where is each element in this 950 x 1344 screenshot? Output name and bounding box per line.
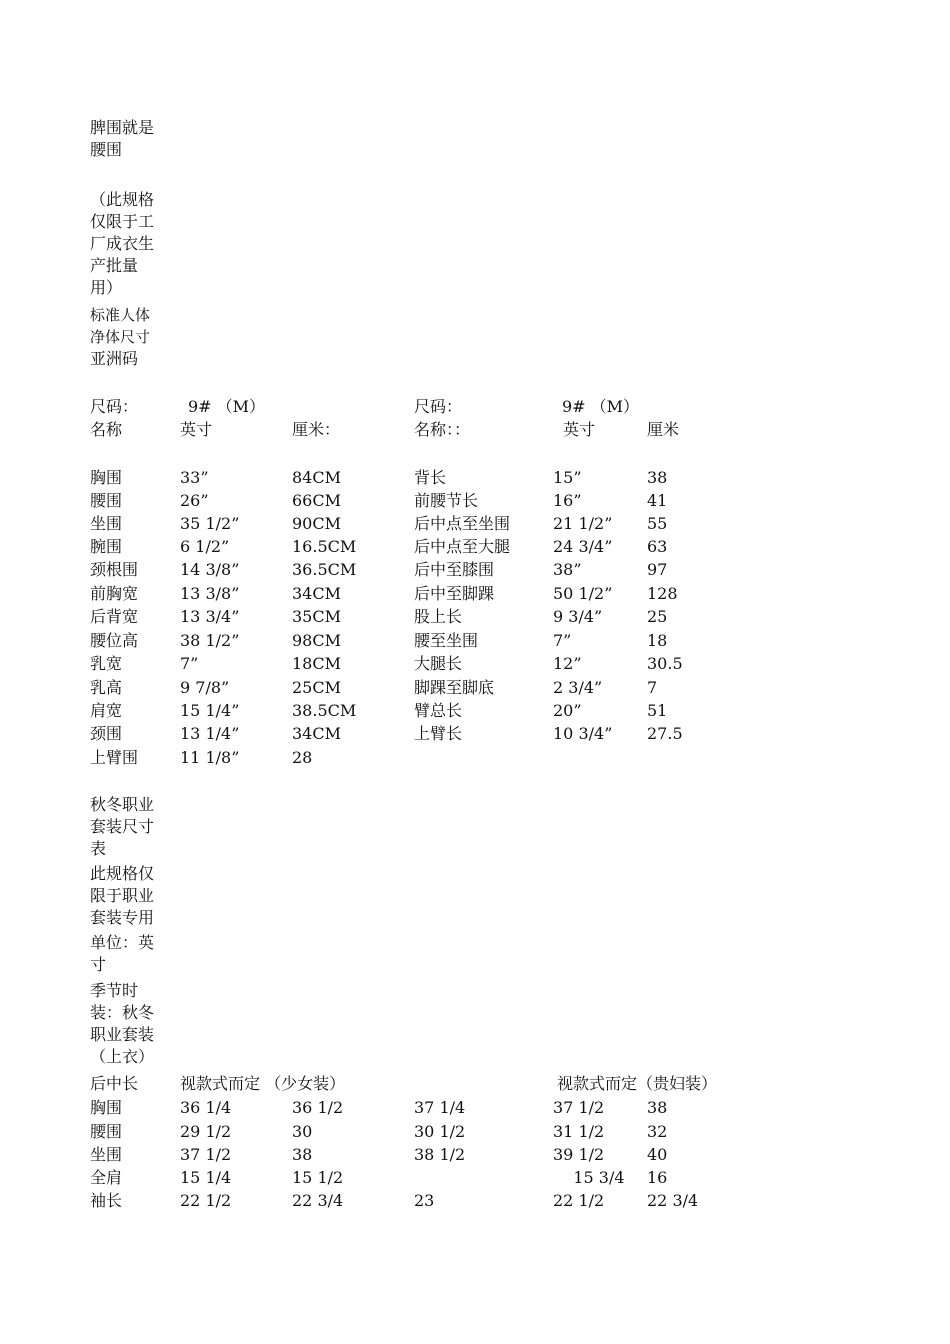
suit-row-name: 坐围 xyxy=(90,1145,123,1164)
measure-inch: 6 1/2” xyxy=(180,537,230,556)
measure-cm: 25 xyxy=(647,607,668,626)
suit-cell: 36 1/4 xyxy=(180,1098,232,1117)
suit-title-line: 秋冬职业 xyxy=(90,795,155,814)
measure-cm: 16.5CM xyxy=(292,537,357,556)
waist-note-line: 脾围就是 xyxy=(90,118,155,137)
measure-inch: 16” xyxy=(553,491,582,510)
suit-unit-line: 单位：英 xyxy=(90,933,155,952)
suit-cell: 37 1/2 xyxy=(180,1145,232,1164)
asia-size-text: 亚洲码 xyxy=(90,349,139,368)
suit-cell: 22 3/4 xyxy=(292,1191,344,1210)
suit-season-note xyxy=(90,980,170,1068)
measure-cm: 7 xyxy=(647,678,658,697)
suit-cell: 32 xyxy=(647,1122,668,1141)
factory-note-line: 厂成衣生 xyxy=(90,234,155,253)
measure-name: 臂总长 xyxy=(414,701,463,720)
measure-name: 上臂围 xyxy=(90,748,139,767)
measure-name: 后中点至大腿 xyxy=(414,537,511,556)
measure-cm: 18CM xyxy=(292,654,341,673)
suit-limit-line: 限于职业 xyxy=(90,886,155,905)
measure-name: 颈根围 xyxy=(90,560,139,579)
asia-size-label xyxy=(90,348,170,370)
factory-note xyxy=(90,189,170,299)
measure-cm: 97 xyxy=(647,560,668,579)
measure-cm: 35CM xyxy=(292,607,341,626)
measure-cm: 98CM xyxy=(292,631,341,650)
factory-note-line: 仅限于工 xyxy=(90,212,155,231)
suit-cell: 39 1/2 xyxy=(553,1145,605,1164)
suit-limit-line: 套装专用 xyxy=(90,908,155,927)
measure-inch: 26” xyxy=(180,491,209,510)
measure-inch: 38” xyxy=(553,560,582,579)
measure-name: 胸围 xyxy=(90,468,123,487)
suit-header-girl: 视款式而定 （少女装） xyxy=(180,1074,346,1093)
suit-cell: 38 xyxy=(292,1145,313,1164)
measure-inch: 38 1/2” xyxy=(180,631,240,650)
suit-cell: 22 3/4 xyxy=(647,1191,699,1210)
suit-season-line: 职业套装 xyxy=(90,1025,155,1044)
measure-name: 坐围 xyxy=(90,514,123,533)
suit-row-name: 腰围 xyxy=(90,1122,123,1141)
left-size-value: 9# （M） xyxy=(188,397,266,416)
measure-name: 后中至脚踝 xyxy=(414,584,495,603)
measure-name: 腰位高 xyxy=(90,631,139,650)
measure-cm: 90CM xyxy=(292,514,341,533)
measure-cm: 66CM xyxy=(292,491,341,510)
measure-name: 上臂长 xyxy=(414,724,463,743)
measure-name: 背长 xyxy=(414,468,447,487)
measure-cm: 34CM xyxy=(292,584,341,603)
measure-cm: 18 xyxy=(647,631,668,650)
measure-cm: 38 xyxy=(647,468,668,487)
suit-limit-note xyxy=(90,863,170,929)
suit-title-line: 表 xyxy=(90,839,107,858)
measure-cm: 34CM xyxy=(292,724,341,743)
measure-name: 脚踝至脚底 xyxy=(414,678,495,697)
suit-cell: 30 1/2 xyxy=(414,1122,466,1141)
measure-inch: 15 1/4” xyxy=(180,701,240,720)
suit-cell: 16 xyxy=(647,1168,668,1187)
measure-inch: 10 3/4” xyxy=(553,724,613,743)
measure-inch: 20” xyxy=(553,701,582,720)
suit-unit-note xyxy=(90,932,170,976)
suit-cell: 30 xyxy=(292,1122,313,1141)
measure-inch: 15” xyxy=(553,468,582,487)
standard-note-line: 标准人体 xyxy=(90,306,151,324)
suit-cell: 29 1/2 xyxy=(180,1122,232,1141)
suit-cell: 40 xyxy=(647,1145,668,1164)
measure-name: 肩宽 xyxy=(90,701,123,720)
measure-cm: 63 xyxy=(647,537,668,556)
standard-note-line: 净体尺寸 xyxy=(90,328,151,346)
measure-name: 腕围 xyxy=(90,537,123,556)
measure-inch: 12” xyxy=(553,654,582,673)
measure-cm: 25CM xyxy=(292,678,341,697)
left-inch-header: 英寸 xyxy=(180,420,213,439)
measure-cm: 30.5 xyxy=(647,654,683,673)
measure-inch: 13 1/4” xyxy=(180,724,240,743)
suit-unit-line: 寸 xyxy=(90,955,107,974)
waist-note xyxy=(90,117,170,161)
suit-row-name: 全肩 xyxy=(90,1168,123,1187)
factory-note-line: （此规格 xyxy=(90,190,155,209)
measure-name: 腰至坐围 xyxy=(414,631,479,650)
measure-name: 后背宽 xyxy=(90,607,139,626)
measure-inch: 13 3/8” xyxy=(180,584,240,603)
suit-limit-line: 此规格仅 xyxy=(90,864,155,883)
suit-cell: 22 1/2 xyxy=(553,1191,605,1210)
suit-cell: 15 1/4 xyxy=(180,1168,232,1187)
left-name-header: 名称 xyxy=(90,420,123,439)
measure-inch: 14 3/8” xyxy=(180,560,240,579)
measure-inch: 21 1/2” xyxy=(553,514,613,533)
suit-cell: 22 1/2 xyxy=(180,1191,232,1210)
suit-season-line: 季节时 xyxy=(90,981,139,1000)
measure-name: 腰围 xyxy=(90,491,123,510)
suit-cell: 37 1/2 xyxy=(553,1098,605,1117)
left-size-label: 尺码： xyxy=(90,397,139,416)
suit-header-name: 后中长 xyxy=(90,1074,139,1093)
suit-header-lady: 视款式而定（贵妇装） xyxy=(557,1074,718,1093)
measure-name: 前腰节长 xyxy=(414,491,479,510)
measure-cm: 28 xyxy=(292,748,313,767)
right-inch-header: 英寸 xyxy=(563,420,596,439)
measure-inch: 11 1/8” xyxy=(180,748,240,767)
measure-name: 股上长 xyxy=(414,607,463,626)
measure-cm: 84CM xyxy=(292,468,341,487)
right-cm-header: 厘米 xyxy=(647,420,680,439)
measure-cm: 128 xyxy=(647,584,678,603)
factory-note-line: 用） xyxy=(90,278,123,297)
factory-note-line: 产批量 xyxy=(90,256,139,275)
suit-cell: 36 1/2 xyxy=(292,1098,344,1117)
suit-title xyxy=(90,794,170,860)
suit-cell: 37 1/4 xyxy=(414,1098,466,1117)
measure-name: 乳宽 xyxy=(90,654,123,673)
standard-note xyxy=(90,304,170,348)
suit-cell: 15 1/2 xyxy=(292,1168,344,1187)
measure-cm: 36.5CM xyxy=(292,560,357,579)
measure-name: 后中点至坐围 xyxy=(414,514,511,533)
suit-cell: 38 1/2 xyxy=(414,1145,466,1164)
right-size-value: 9# （M） xyxy=(562,397,640,416)
measure-inch: 24 3/4” xyxy=(553,537,613,556)
measure-inch: 50 1/2” xyxy=(553,584,613,603)
measure-name: 颈围 xyxy=(90,724,123,743)
measure-cm: 41 xyxy=(647,491,668,510)
waist-note-line: 腰围 xyxy=(90,140,123,159)
measure-inch: 13 3/4” xyxy=(180,607,240,626)
suit-row-name: 胸围 xyxy=(90,1098,123,1117)
measure-inch: 35 1/2” xyxy=(180,514,240,533)
measure-name: 后中至膝围 xyxy=(414,560,495,579)
suit-cell: 23 xyxy=(414,1191,435,1210)
measure-cm: 38.5CM xyxy=(292,701,357,720)
measure-inch: 33” xyxy=(180,468,209,487)
measure-inch: 7” xyxy=(180,654,199,673)
measure-name: 前胸宽 xyxy=(90,584,139,603)
suit-cell: 31 1/2 xyxy=(553,1122,605,1141)
suit-cell: 15 3/4 xyxy=(553,1168,625,1187)
right-size-label: 尺码： xyxy=(414,397,463,416)
measure-inch: 9 3/4” xyxy=(553,607,603,626)
right-name-header: 名称：： xyxy=(414,420,471,439)
left-cm-header: 厘米： xyxy=(292,420,341,439)
measure-inch: 9 7/8” xyxy=(180,678,230,697)
suit-cell: 38 xyxy=(647,1098,668,1117)
measure-cm: 27.5 xyxy=(647,724,683,743)
suit-row-name: 袖长 xyxy=(90,1191,123,1210)
measure-cm: 51 xyxy=(647,701,668,720)
measure-name: 大腿长 xyxy=(414,654,463,673)
measure-inch: 7” xyxy=(553,631,572,650)
suit-title-line: 套装尺寸 xyxy=(90,817,155,836)
measure-cm: 55 xyxy=(647,514,668,533)
suit-season-line: 装：秋冬 xyxy=(90,1003,155,1022)
measure-inch: 2 3/4” xyxy=(553,678,603,697)
suit-season-line: （上衣） xyxy=(90,1047,155,1066)
measure-name: 乳高 xyxy=(90,678,123,697)
